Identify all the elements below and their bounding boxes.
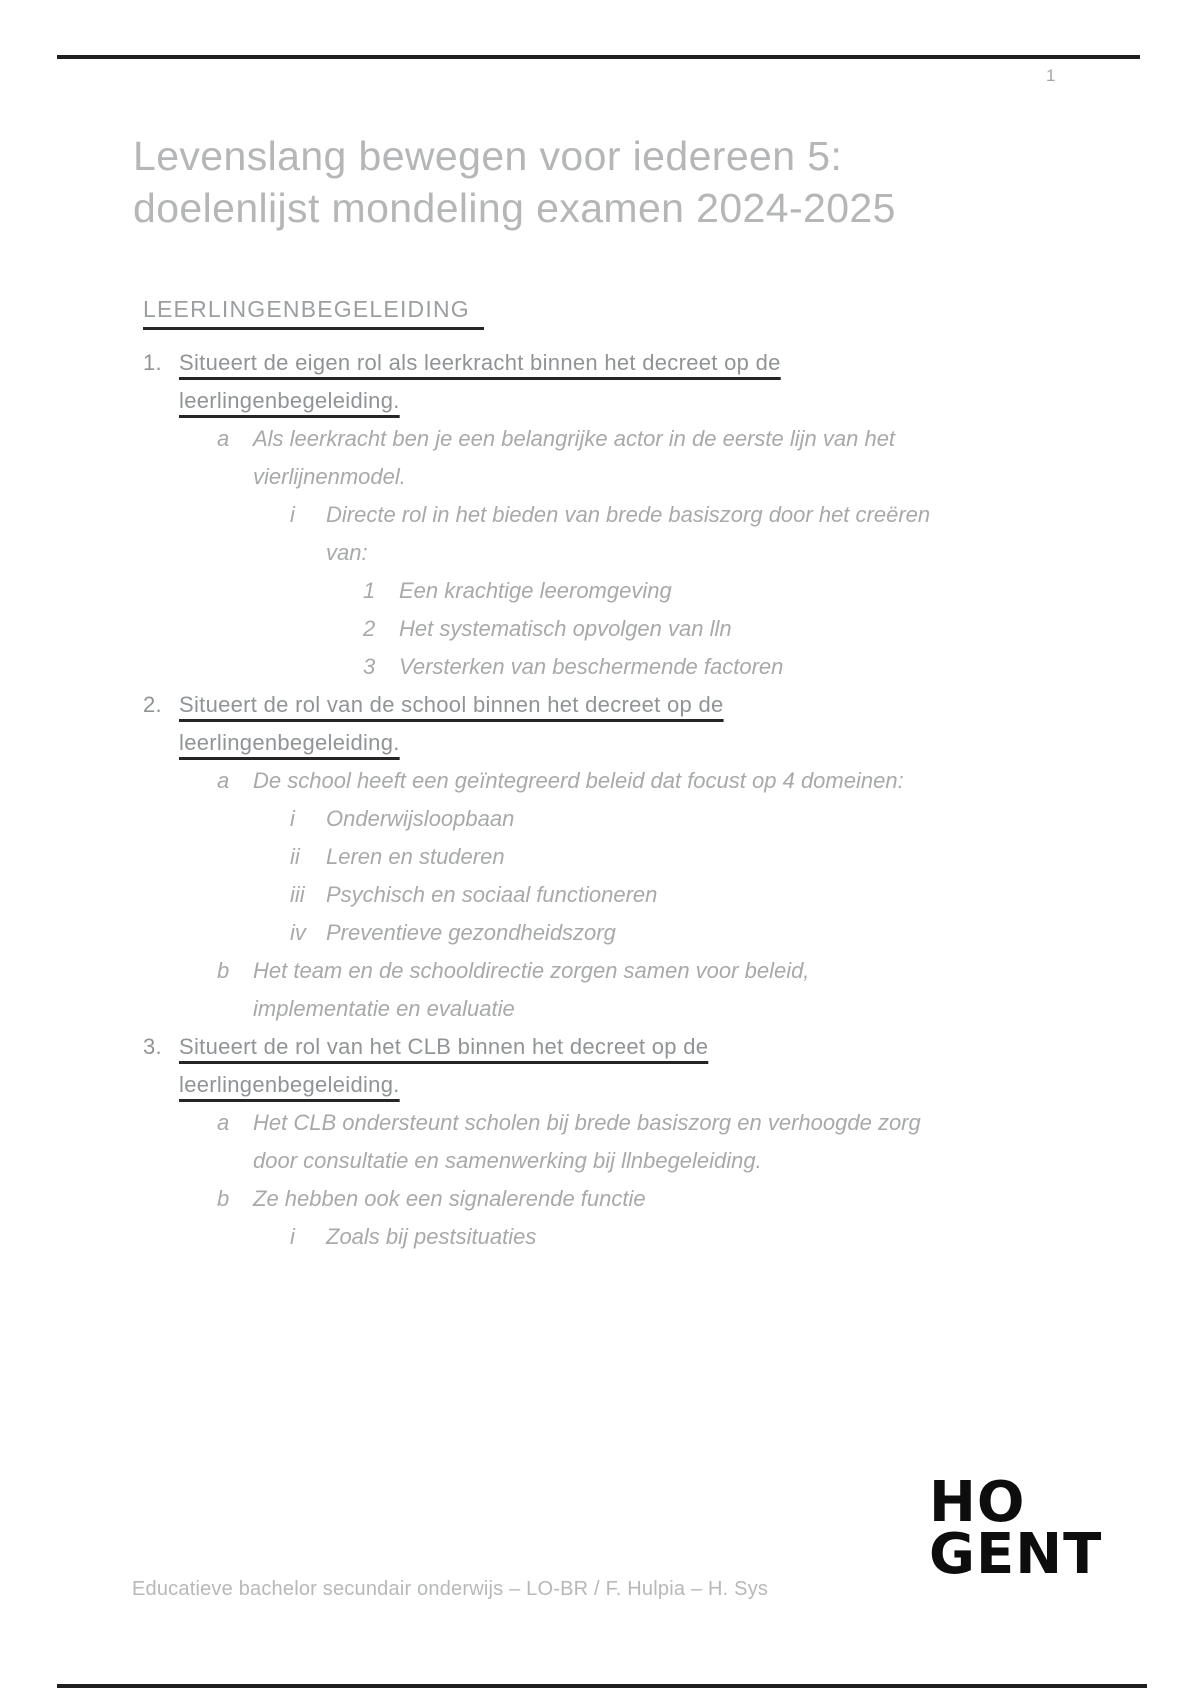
document-title-line1: Levenslang bewegen voor iedereen 5:	[133, 133, 843, 179]
list-item	[143, 648, 1063, 686]
list-item-text: Situeert de rol van de school binnen het decreet op de leerlingenbegeleiding.	[179, 692, 724, 755]
list-item-marker: i	[290, 1224, 295, 1249]
list-item	[143, 838, 1063, 876]
list-item-marker: a	[217, 1110, 230, 1135]
list-item-text: Directe rol in het bieden van brede basiszorg door het creëren van:	[326, 502, 931, 565]
list-item-text: De school heeft een geïntegreerd beleid dat focust op 4 domeinen:	[253, 768, 904, 793]
footer-text: Educatieve bachelor secundair onderwijs – LO-BR / F. Hulpia – H. Sys	[132, 1578, 769, 1600]
list-item-marker: a	[217, 426, 230, 451]
hogent-logo-line1: HO	[929, 1470, 1026, 1535]
list-item-marker: 2.	[143, 692, 162, 717]
top-rule	[57, 55, 1140, 59]
list-item-text: Ze hebben ook een signalerende functie	[253, 1186, 646, 1211]
list-item	[143, 952, 1063, 1028]
hogent-logo	[929, 1470, 1103, 1587]
hogent-logo-line2: GENT	[929, 1522, 1103, 1587]
list-item	[143, 800, 1063, 838]
bottom-rule	[57, 1684, 1147, 1688]
list-item-text: Zoals bij pestsituaties	[326, 1224, 537, 1249]
list-item-text: Als leerkracht ben je een belangrijke actor in de eerste lijn van het vierlijnenmodel.	[253, 426, 896, 489]
list-item	[143, 496, 1063, 572]
list-item-marker: b	[217, 958, 230, 983]
list-item	[143, 344, 1063, 420]
list-item	[143, 1104, 1063, 1180]
outline-list	[143, 344, 1063, 1256]
list-item-text: Het team en de schooldirectie zorgen samen voor beleid, implementatie en evaluatie	[253, 958, 810, 1021]
list-item	[143, 572, 1063, 610]
document-body	[143, 296, 1063, 1256]
list-item-marker: a	[217, 768, 230, 793]
list-item-text: Het CLB ondersteunt scholen bij brede basiszorg en verhoogde zorg door consultatie en samenwerking bij llnbegeleiding.	[253, 1110, 921, 1173]
list-item-marker: i	[290, 502, 295, 527]
list-item-text: Situeert de rol van het CLB binnen het decreet op de leerlingenbegeleiding.	[179, 1034, 709, 1097]
list-item	[143, 686, 1063, 762]
list-item-marker: 1	[363, 578, 376, 603]
list-item-marker: b	[217, 1186, 230, 1211]
list-item-marker: iii	[290, 882, 305, 907]
list-item-text: Preventieve gezondheidszorg	[326, 920, 616, 945]
list-item-text: Psychisch en sociaal functioneren	[326, 882, 658, 907]
list-item-text: Situeert de eigen rol als leerkracht binnen het decreet op de leerlingenbegeleiding.	[179, 350, 781, 413]
list-item	[143, 876, 1063, 914]
list-item-text: Het systematisch opvolgen van lln	[399, 616, 732, 641]
section-heading: LEERLINGENBEGELEIDING	[143, 296, 484, 330]
list-item-text: Een krachtige leeromgeving	[399, 578, 672, 603]
list-item	[143, 1218, 1063, 1256]
list-item-marker: i	[290, 806, 295, 831]
list-item-marker: 3	[363, 654, 376, 679]
page-number: 1	[1046, 66, 1056, 85]
list-item	[143, 1028, 1063, 1104]
list-item-text: Versterken van beschermende factoren	[399, 654, 784, 679]
list-item	[143, 610, 1063, 648]
list-item	[143, 420, 1063, 496]
list-item	[143, 762, 1063, 800]
list-item-marker: iv	[290, 920, 306, 945]
document-title	[133, 130, 896, 234]
list-item	[143, 914, 1063, 952]
list-item-marker: 2	[363, 616, 376, 641]
list-item	[143, 1180, 1063, 1218]
list-item-text: Onderwijsloopbaan	[326, 806, 515, 831]
document-title-line2: doelenlijst mondeling examen 2024-2025	[133, 185, 896, 231]
list-item-text: Leren en studeren	[326, 844, 505, 869]
list-item-marker: ii	[290, 844, 300, 869]
list-item-marker: 3.	[143, 1034, 162, 1059]
list-item-marker: 1.	[143, 350, 162, 375]
